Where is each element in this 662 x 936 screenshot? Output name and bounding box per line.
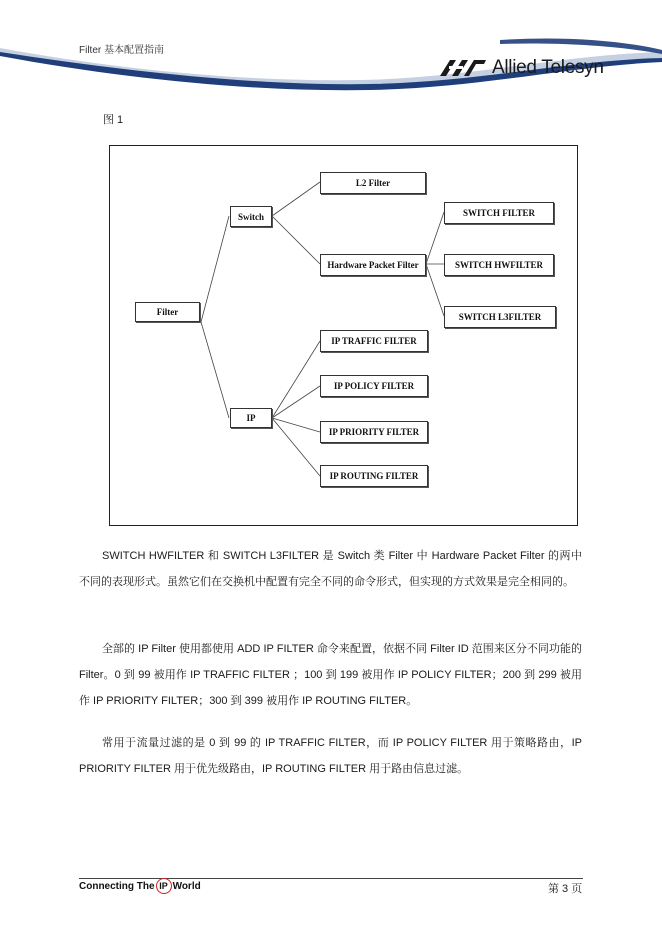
node-hardware-packet-filter: Hardware Packet Filter: [320, 254, 426, 276]
node-ip-routing-filter: IP ROUTING FILTER: [320, 465, 428, 487]
node-filter: Filter: [135, 302, 200, 322]
footer-ip-circle-icon: IP: [156, 878, 172, 894]
body-paragraph-1: SWITCH HWFILTER 和 SWITCH L3FILTER 是 Switch 类 Filter 中 Hardware Packet Filter 的两中不同的表现形式。虽然它们在交换机中配置有完全不同的命令形式，但实现的方式效果是完全相同的。: [79, 550, 582, 588]
allied-telesyn-logo-icon: [438, 58, 488, 78]
footer-brand-text-after: World: [172, 880, 201, 892]
node-ip: IP: [230, 408, 272, 428]
node-ip-policy-filter: IP POLICY FILTER: [320, 375, 428, 397]
node-ip-traffic-filter: IP TRAFFIC FILTER: [320, 330, 428, 352]
body-paragraph-3: 常用于流量过滤的是 0 到 99 的 IP TRAFFIC FILTER，而 IP POLICY FILTER 用于策略路由，IP PRIORITY FILTER 用于优先级路由，IP ROUTING FILTER 用于路由信息过滤。: [79, 737, 582, 775]
document-title: Filter 基本配置指南: [79, 45, 164, 56]
node-l2-filter: L2 Filter: [320, 172, 426, 194]
page-number: 第 3 页: [548, 883, 583, 895]
filter-hierarchy-diagram: [109, 145, 578, 526]
node-switch-filter: SWITCH FILTER: [444, 202, 554, 224]
figure-label: 图 1: [103, 114, 124, 126]
company-logo: [438, 56, 604, 80]
logo-text: Allied Telesyn: [492, 57, 604, 78]
node-switch-hwfilter: SWITCH HWFILTER: [444, 254, 554, 276]
node-ip-priority-filter: IP PRIORITY FILTER: [320, 421, 428, 443]
body-paragraph-2: 全部的 IP Filter 使用都使用 ADD IP FILTER 命令来配置，依据不同 Filter ID 范围来区分不同功能的 Filter。0 到 99 被用作 IP TRAFFIC FILTER ；100 到 199 被用作 IP POLICY FILTER；200 到 299 被用作 IP PRIORITY FILTER；300 到 399 被用作 IP ROUTING FILTER。: [79, 643, 582, 707]
node-switch-l3filter: SWITCH L3FILTER: [444, 306, 556, 328]
footer-brand: [79, 878, 201, 894]
footer-brand-text-before: Connecting The: [79, 880, 155, 892]
node-switch: Switch: [230, 206, 272, 227]
